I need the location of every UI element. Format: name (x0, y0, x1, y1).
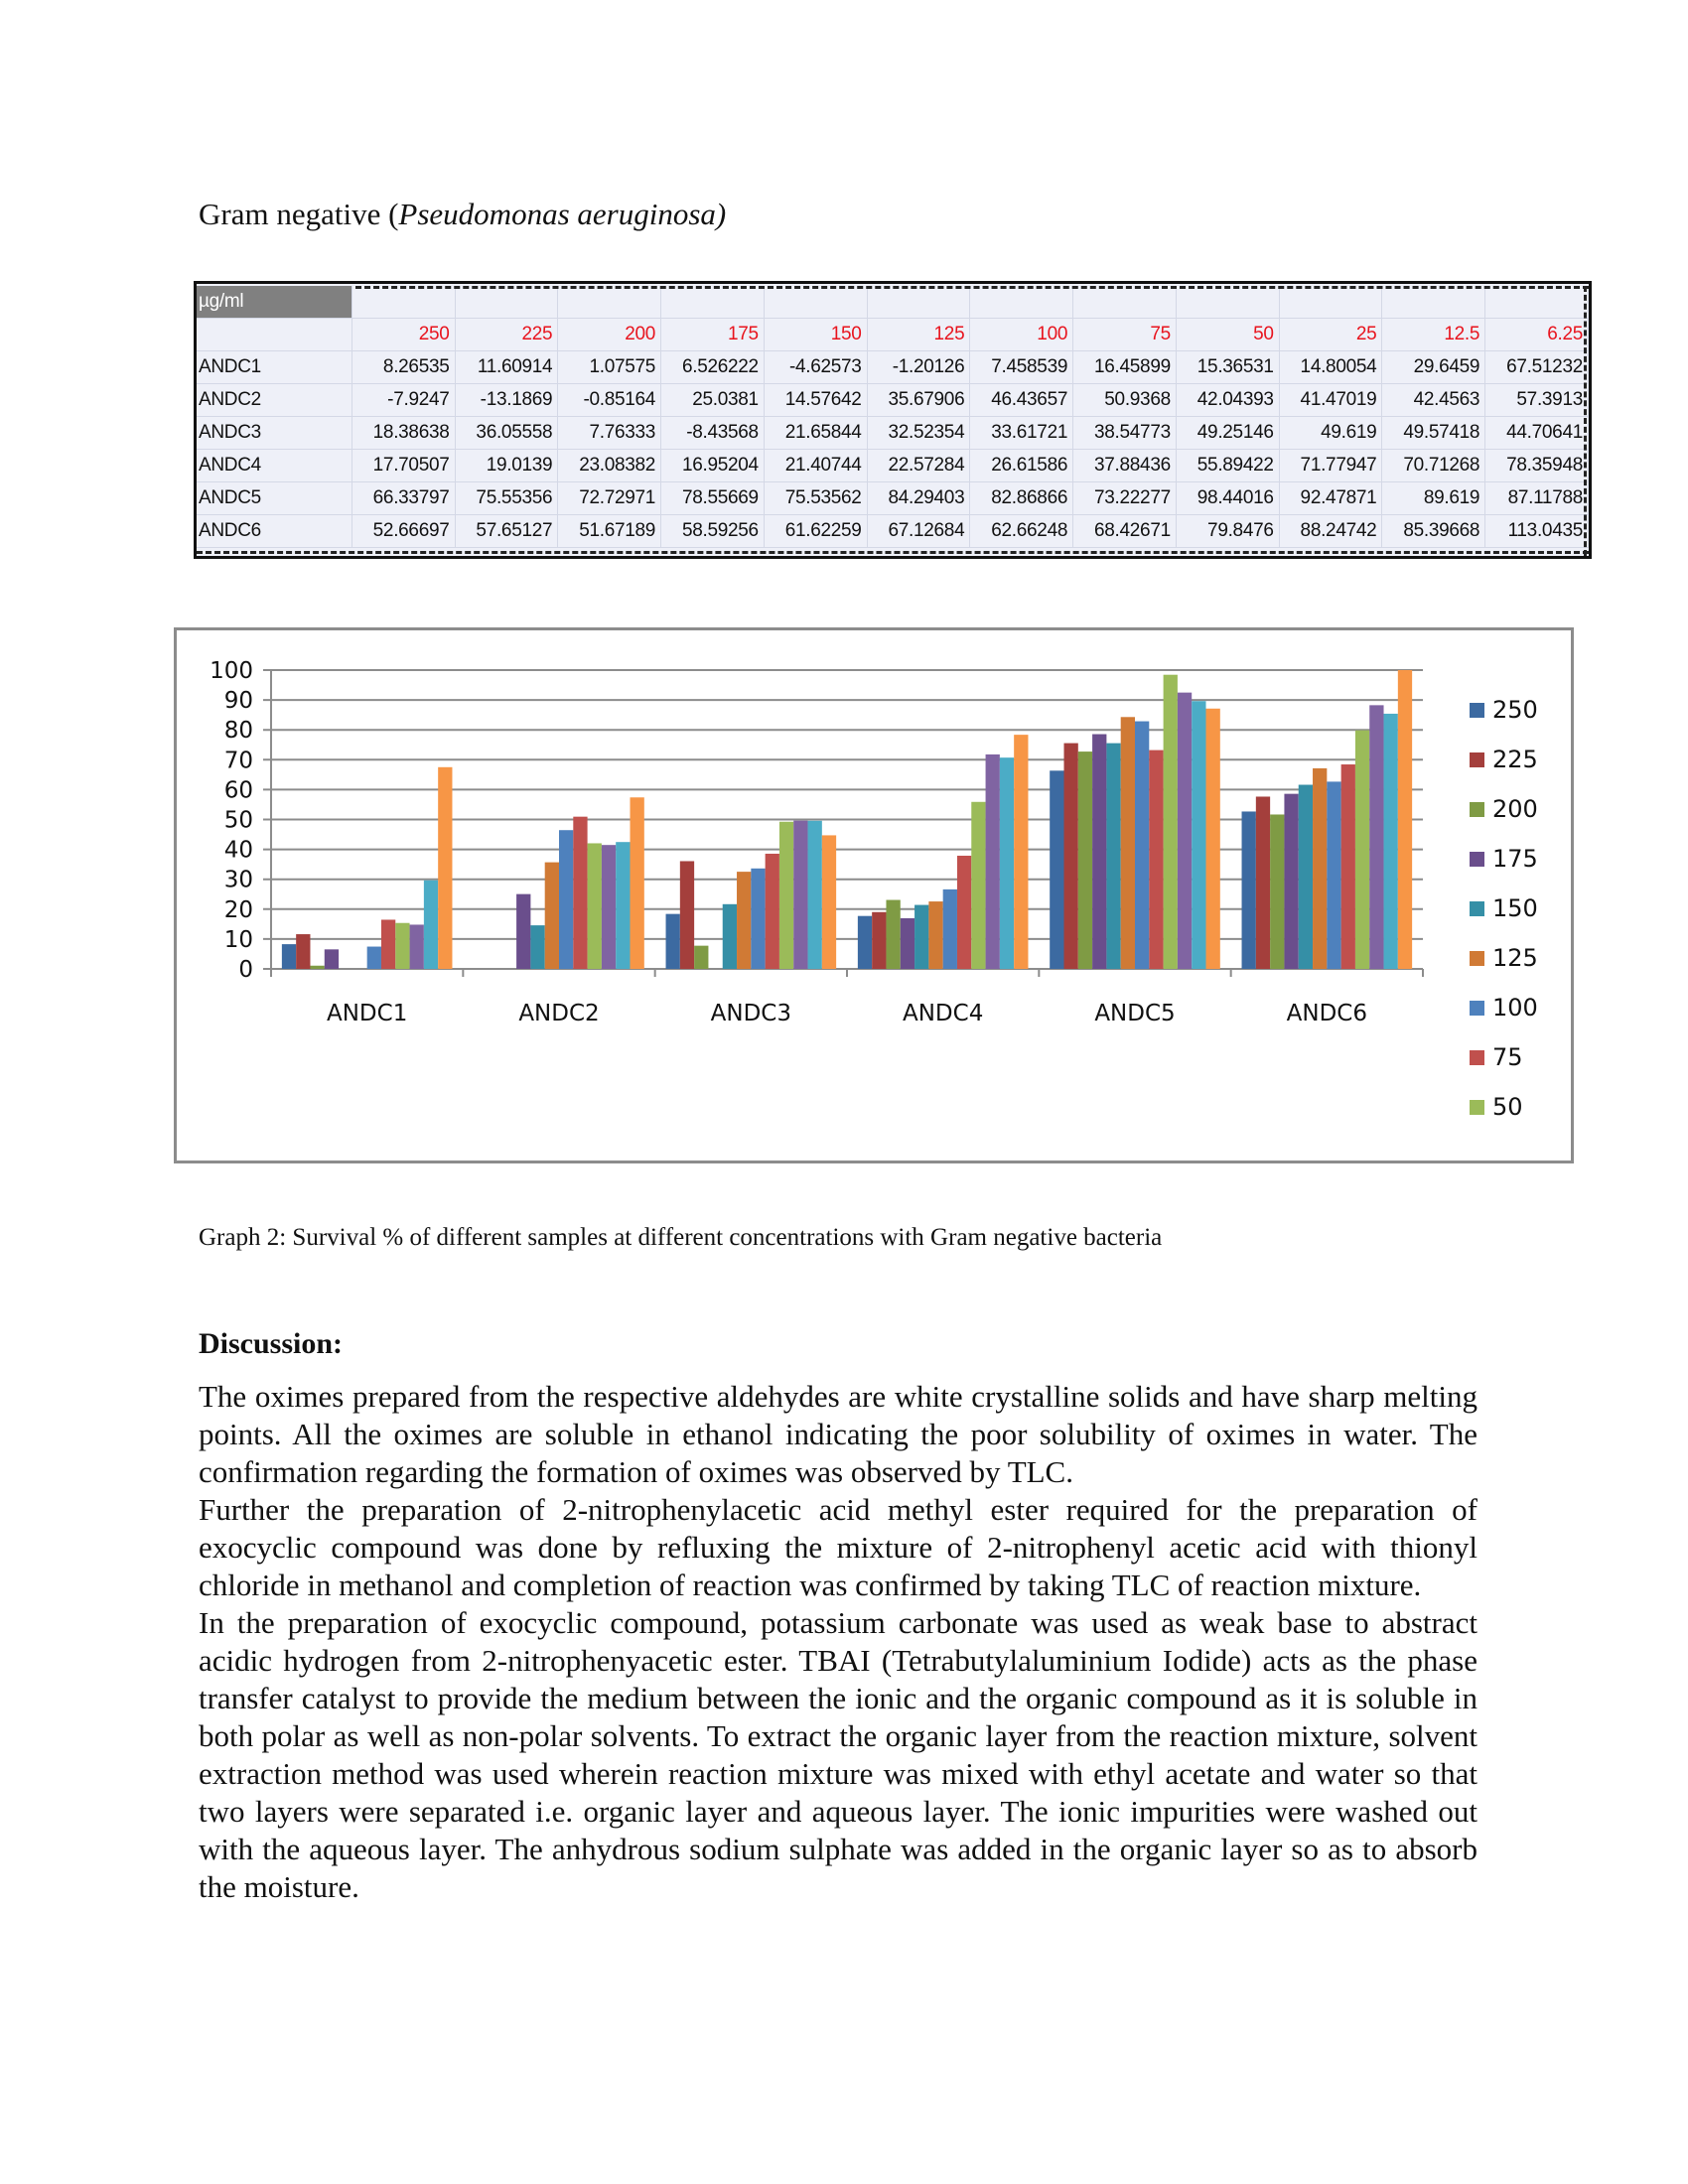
table-cell: 18.38638 (352, 417, 455, 450)
legend-label: 225 (1492, 746, 1538, 773)
empty-cell (970, 286, 1073, 319)
bar-ANDC2-75 (573, 817, 587, 969)
column-header: 175 (661, 319, 765, 351)
bar-ANDC6-12.5 (1384, 714, 1398, 969)
table-cell: 19.0139 (455, 450, 558, 482)
column-header: 250 (352, 319, 455, 351)
row-label: ANDC2 (197, 384, 352, 417)
table-cell: 32.52354 (867, 417, 970, 450)
bar-ANDC4-200 (886, 900, 900, 969)
table-cell: 92.47871 (1279, 482, 1382, 515)
table-cell: 25.0381 (661, 384, 765, 417)
table-cell: 44.70641 (1485, 417, 1589, 450)
table-marquee-bottom (197, 551, 1589, 554)
table-cell: 33.61721 (970, 417, 1073, 450)
row-label: ANDC4 (197, 450, 352, 482)
table-cell: 52.66697 (352, 515, 455, 548)
bar-ANDC6-175 (1284, 794, 1298, 969)
survival-table (197, 286, 1589, 548)
legend-swatch-icon (1470, 1050, 1484, 1065)
table-cell: 36.05558 (455, 417, 558, 450)
table-cell: 79.8476 (1176, 515, 1279, 548)
empty-cell (867, 286, 970, 319)
bar-ANDC4-100 (943, 889, 957, 969)
table-cell: 15.36531 (1176, 351, 1279, 384)
bar-ANDC4-50 (971, 802, 985, 969)
y-tick-label: 20 (223, 896, 253, 923)
column-header: 200 (558, 319, 661, 351)
legend-label: 100 (1492, 994, 1538, 1022)
bar-ANDC4-175 (901, 918, 914, 969)
table-cell: 16.95204 (661, 450, 765, 482)
table-cell: 84.29403 (867, 482, 970, 515)
y-tick-label: 40 (223, 837, 253, 864)
bar-ANDC3-25 (793, 821, 807, 969)
empty-cell (197, 319, 352, 351)
legend-label: 50 (1492, 1093, 1523, 1121)
table-cell: 50.9368 (1073, 384, 1177, 417)
table-cell: 57.3913 (1485, 384, 1589, 417)
bar-ANDC3-50 (779, 822, 793, 969)
bar-ANDC1-175 (325, 949, 339, 969)
x-category-label: ANDC3 (710, 1001, 792, 1026)
empty-cell (558, 286, 661, 319)
legend-item (1470, 685, 1538, 735)
column-header: 225 (455, 319, 558, 351)
bar-ANDC2-6.25 (631, 797, 644, 969)
table-cell: 23.08382 (558, 450, 661, 482)
legend-item (1470, 735, 1538, 784)
legend-label: 75 (1492, 1043, 1523, 1071)
table-cell: 78.35948 (1485, 450, 1589, 482)
table-cell: 71.77947 (1279, 450, 1382, 482)
bar-ANDC3-6.25 (822, 835, 836, 969)
legend-item (1470, 1032, 1538, 1082)
bar-ANDC2-125 (545, 863, 559, 969)
table-cell: 37.88436 (1073, 450, 1177, 482)
column-header: 6.25 (1485, 319, 1589, 351)
table-cell: 7.458539 (970, 351, 1073, 384)
table-cell: 26.61586 (970, 450, 1073, 482)
bar-ANDC2-25 (602, 845, 616, 969)
bar-ANDC4-6.25 (1014, 735, 1028, 969)
legend-item (1470, 784, 1538, 834)
discussion-paragraph: In the preparation of exocyclic compound, potassium carbonate was used as weak base to abstract acidic hydrogen from 2-nitrophenyacetic ester. TBAI (Tetrabutylaluminium Iodide) acts as the phase transfer catalyst to provide the medium between the ionic and the organic compound as it is soluble in both polar as well as non-polar solvents. To extract the organic layer from the reaction mixture, solvent extraction method was used wherein reaction mixture was mixed with ethyl acetate and water so that two layers were separated i.e. organic layer and aqueous layer. The ionic impurities were washed out with the aqueous layer. The anhydrous sodium sulphate was added in the organic layer so as to absorb the moisture. (199, 1605, 1477, 1904)
legend-label: 200 (1492, 795, 1538, 823)
row-label: ANDC5 (197, 482, 352, 515)
bar-ANDC2-12.5 (616, 842, 630, 969)
table-cell: 11.60914 (455, 351, 558, 384)
data-table-screenshot (194, 281, 1592, 559)
table-cell: 41.47019 (1279, 384, 1382, 417)
discussion-paragraph: Further the preparation of 2-nitrophenylacetic acid methyl ester required for the preparation of exocyclic compound was done by refluxing the mixture of 2-nitrophenyl acetic acid with thionyl chloride in methanol and completion of reaction was confirmed by taking TLC of reaction mixture. (199, 1492, 1477, 1602)
legend-swatch-icon (1470, 703, 1484, 718)
table-cell: 113.0435 (1485, 515, 1589, 548)
empty-cell (455, 286, 558, 319)
column-header: 150 (764, 319, 867, 351)
y-tick-label: 10 (223, 926, 253, 953)
bar-ANDC6-75 (1341, 764, 1355, 969)
x-category-label: ANDC4 (902, 1001, 984, 1026)
legend-swatch-icon (1470, 752, 1484, 767)
table-cell: 14.57642 (764, 384, 867, 417)
legend-item (1470, 884, 1538, 933)
bar-ANDC6-125 (1313, 768, 1327, 969)
bar-ANDC4-125 (928, 901, 942, 969)
bar-ANDC2-150 (530, 925, 544, 969)
table-cell: 68.42671 (1073, 515, 1177, 548)
bar-ANDC4-225 (872, 912, 886, 969)
bar-ANDC6-200 (1270, 814, 1284, 969)
table-cell: 49.619 (1279, 417, 1382, 450)
table-cell: 42.4563 (1382, 384, 1485, 417)
y-tick-label: 60 (223, 777, 253, 804)
bar-ANDC5-200 (1078, 751, 1092, 969)
chart-plot-area (177, 630, 1571, 1160)
table-cell: 8.26535 (352, 351, 455, 384)
section-heading (199, 197, 726, 232)
table-row (197, 417, 1589, 450)
x-category-label: ANDC5 (1094, 1001, 1176, 1026)
table-cell: 35.67906 (867, 384, 970, 417)
y-tick-label: 50 (223, 807, 253, 834)
table-marquee-top (355, 286, 1589, 289)
bar-ANDC5-150 (1106, 744, 1120, 969)
table-cell: -1.20126 (867, 351, 970, 384)
table-cell: -7.9247 (352, 384, 455, 417)
legend-item (1470, 983, 1538, 1032)
bar-ANDC6-150 (1299, 785, 1313, 969)
legend-item (1470, 834, 1538, 884)
y-tick-label: 90 (223, 688, 253, 715)
table-cell: 67.12684 (867, 515, 970, 548)
table-row (197, 384, 1589, 417)
table-cell: 51.67189 (558, 515, 661, 548)
bar-ANDC5-125 (1121, 717, 1135, 969)
table-cell: 89.619 (1382, 482, 1485, 515)
empty-cell (764, 286, 867, 319)
table-cell: 78.55669 (661, 482, 765, 515)
bar-ANDC3-12.5 (808, 821, 822, 969)
discussion-body (199, 1378, 1477, 1906)
bar-ANDC3-150 (723, 904, 737, 969)
empty-cell (1485, 286, 1589, 319)
bar-ANDC6-225 (1256, 796, 1270, 969)
legend-label: 175 (1492, 845, 1538, 873)
bar-ANDC1-75 (381, 919, 395, 969)
table-cell: 42.04393 (1176, 384, 1279, 417)
table-cell: 61.62259 (764, 515, 867, 548)
table-cell: 22.57284 (867, 450, 970, 482)
table-cell: 21.40744 (764, 450, 867, 482)
bar-ANDC4-12.5 (1000, 757, 1014, 969)
empty-cell (661, 286, 765, 319)
bar-ANDC4-75 (957, 856, 971, 969)
bar-ANDC3-250 (666, 914, 680, 969)
unit-label: µg/ml (197, 286, 352, 319)
unit-row (197, 286, 1589, 319)
table-cell: 6.526222 (661, 351, 765, 384)
concentration-header-row (197, 319, 1589, 351)
table-cell: 46.43657 (970, 384, 1073, 417)
table-cell: 75.55356 (455, 482, 558, 515)
legend-label: 150 (1492, 894, 1538, 922)
table-cell: -0.85164 (558, 384, 661, 417)
bar-ANDC3-75 (766, 854, 779, 969)
column-header: 100 (970, 319, 1073, 351)
table-cell: 85.39668 (1382, 515, 1485, 548)
legend-swatch-icon (1470, 852, 1484, 867)
bar-ANDC1-12.5 (424, 881, 438, 969)
column-header: 50 (1176, 319, 1279, 351)
bar-ANDC5-250 (1050, 770, 1063, 969)
table-cell: -13.1869 (455, 384, 558, 417)
bar-ANDC4-25 (986, 754, 1000, 969)
bar-ANDC1-50 (395, 923, 409, 969)
bar-ANDC3-125 (737, 872, 751, 969)
bar-ANDC6-50 (1355, 731, 1369, 969)
graph-caption: Graph 2: Survival % of different samples at different concentrations with Gram negative bacteria (199, 1224, 1163, 1251)
table-row (197, 450, 1589, 482)
column-header: 125 (867, 319, 970, 351)
legend-swatch-icon (1470, 1100, 1484, 1115)
table-cell: 98.44016 (1176, 482, 1279, 515)
discussion-heading: Discussion: (199, 1327, 344, 1360)
bar-ANDC1-225 (296, 934, 310, 969)
legend-swatch-icon (1470, 1001, 1484, 1016)
empty-cell (1073, 286, 1177, 319)
bar-ANDC1-100 (367, 947, 381, 969)
y-tick-label: 0 (238, 957, 253, 983)
table-cell: 67.51232 (1485, 351, 1589, 384)
bar-ANDC3-100 (751, 869, 765, 969)
legend-swatch-icon (1470, 802, 1484, 817)
legend-label: 250 (1492, 696, 1538, 724)
table-cell: 29.6459 (1382, 351, 1485, 384)
bar-ANDC5-100 (1135, 722, 1149, 969)
table-cell: 17.70507 (352, 450, 455, 482)
bar-ANDC5-25 (1178, 693, 1192, 969)
bar-ANDC6-100 (1327, 781, 1340, 969)
y-tick-label: 70 (223, 748, 253, 774)
table-cell: 72.72971 (558, 482, 661, 515)
bar-ANDC1-200 (310, 966, 324, 969)
table-cell: 21.65844 (764, 417, 867, 450)
bar-ANDC5-50 (1164, 675, 1178, 969)
bar-ANDC5-6.25 (1206, 709, 1220, 969)
x-category-label: ANDC6 (1286, 1001, 1368, 1026)
row-label: ANDC1 (197, 351, 352, 384)
bar-ANDC5-75 (1149, 751, 1163, 969)
table-cell: 49.57418 (1382, 417, 1485, 450)
table-marquee-right (1584, 286, 1587, 556)
y-tick-label: 100 (210, 658, 253, 684)
chart-legend (1470, 685, 1538, 1132)
legend-swatch-icon (1470, 901, 1484, 916)
empty-cell (1279, 286, 1382, 319)
row-label: ANDC6 (197, 515, 352, 548)
y-tick-label: 80 (223, 718, 253, 745)
bar-ANDC6-25 (1369, 705, 1383, 969)
table-cell: 38.54773 (1073, 417, 1177, 450)
bar-ANDC4-150 (914, 905, 928, 969)
row-label: ANDC3 (197, 417, 352, 450)
y-tick-label: 30 (223, 867, 253, 893)
empty-cell (1176, 286, 1279, 319)
bar-ANDC2-100 (559, 830, 573, 969)
table-cell: 88.24742 (1279, 515, 1382, 548)
table-cell: -4.62573 (764, 351, 867, 384)
table-cell: 55.89422 (1176, 450, 1279, 482)
table-cell: 16.45899 (1073, 351, 1177, 384)
bar-ANDC1-250 (282, 944, 296, 969)
table-row (197, 482, 1589, 515)
x-category-label: ANDC1 (326, 1001, 408, 1026)
table-row (197, 515, 1589, 548)
legend-swatch-icon (1470, 951, 1484, 966)
x-category-label: ANDC2 (518, 1001, 600, 1026)
empty-cell (1382, 286, 1485, 319)
bar-ANDC3-200 (694, 946, 708, 969)
bar-chart (174, 627, 1574, 1163)
table-cell: 73.22277 (1073, 482, 1177, 515)
bar-ANDC1-25 (410, 924, 424, 969)
bar-ANDC1-6.25 (438, 767, 452, 969)
table-cell: 66.33797 (352, 482, 455, 515)
table-cell: 1.07575 (558, 351, 661, 384)
table-row (197, 351, 1589, 384)
legend-label: 125 (1492, 944, 1538, 972)
table-cell: 82.86866 (970, 482, 1073, 515)
column-header: 75 (1073, 319, 1177, 351)
legend-item (1470, 933, 1538, 983)
column-header: 12.5 (1382, 319, 1485, 351)
bar-ANDC2-50 (588, 843, 602, 969)
bar-ANDC6-250 (1242, 811, 1256, 969)
table-cell: 58.59256 (661, 515, 765, 548)
table-cell: 87.11788 (1485, 482, 1589, 515)
table-cell: 57.65127 (455, 515, 558, 548)
table-cell: 49.25146 (1176, 417, 1279, 450)
bar-ANDC6-6.25 (1398, 670, 1412, 969)
legend-item (1470, 1082, 1538, 1132)
bar-ANDC5-225 (1064, 744, 1078, 969)
organism-name: Pseudomonas aeruginosa) (398, 197, 727, 231)
bar-ANDC5-175 (1092, 735, 1106, 969)
bar-ANDC2-175 (516, 894, 530, 969)
bar-ANDC5-12.5 (1192, 701, 1205, 969)
table-cell: 75.53562 (764, 482, 867, 515)
bar-ANDC4-250 (858, 916, 872, 969)
table-cell: 62.66248 (970, 515, 1073, 548)
heading-prefix: Gram negative ( (199, 197, 399, 231)
column-header: 25 (1279, 319, 1382, 351)
table-cell: -8.43568 (661, 417, 765, 450)
empty-cell (352, 286, 455, 319)
table-cell: 7.76333 (558, 417, 661, 450)
table-cell: 70.71268 (1382, 450, 1485, 482)
table-cell: 14.80054 (1279, 351, 1382, 384)
discussion-paragraph: The oximes prepared from the respective aldehydes are white crystalline solids and have sharp melting points. All the oximes are soluble in ethanol indicating the poor solubility of oximes in water. The confirmation regarding the formation of oximes was observed by TLC. (199, 1379, 1477, 1489)
bar-ANDC3-225 (680, 861, 694, 969)
